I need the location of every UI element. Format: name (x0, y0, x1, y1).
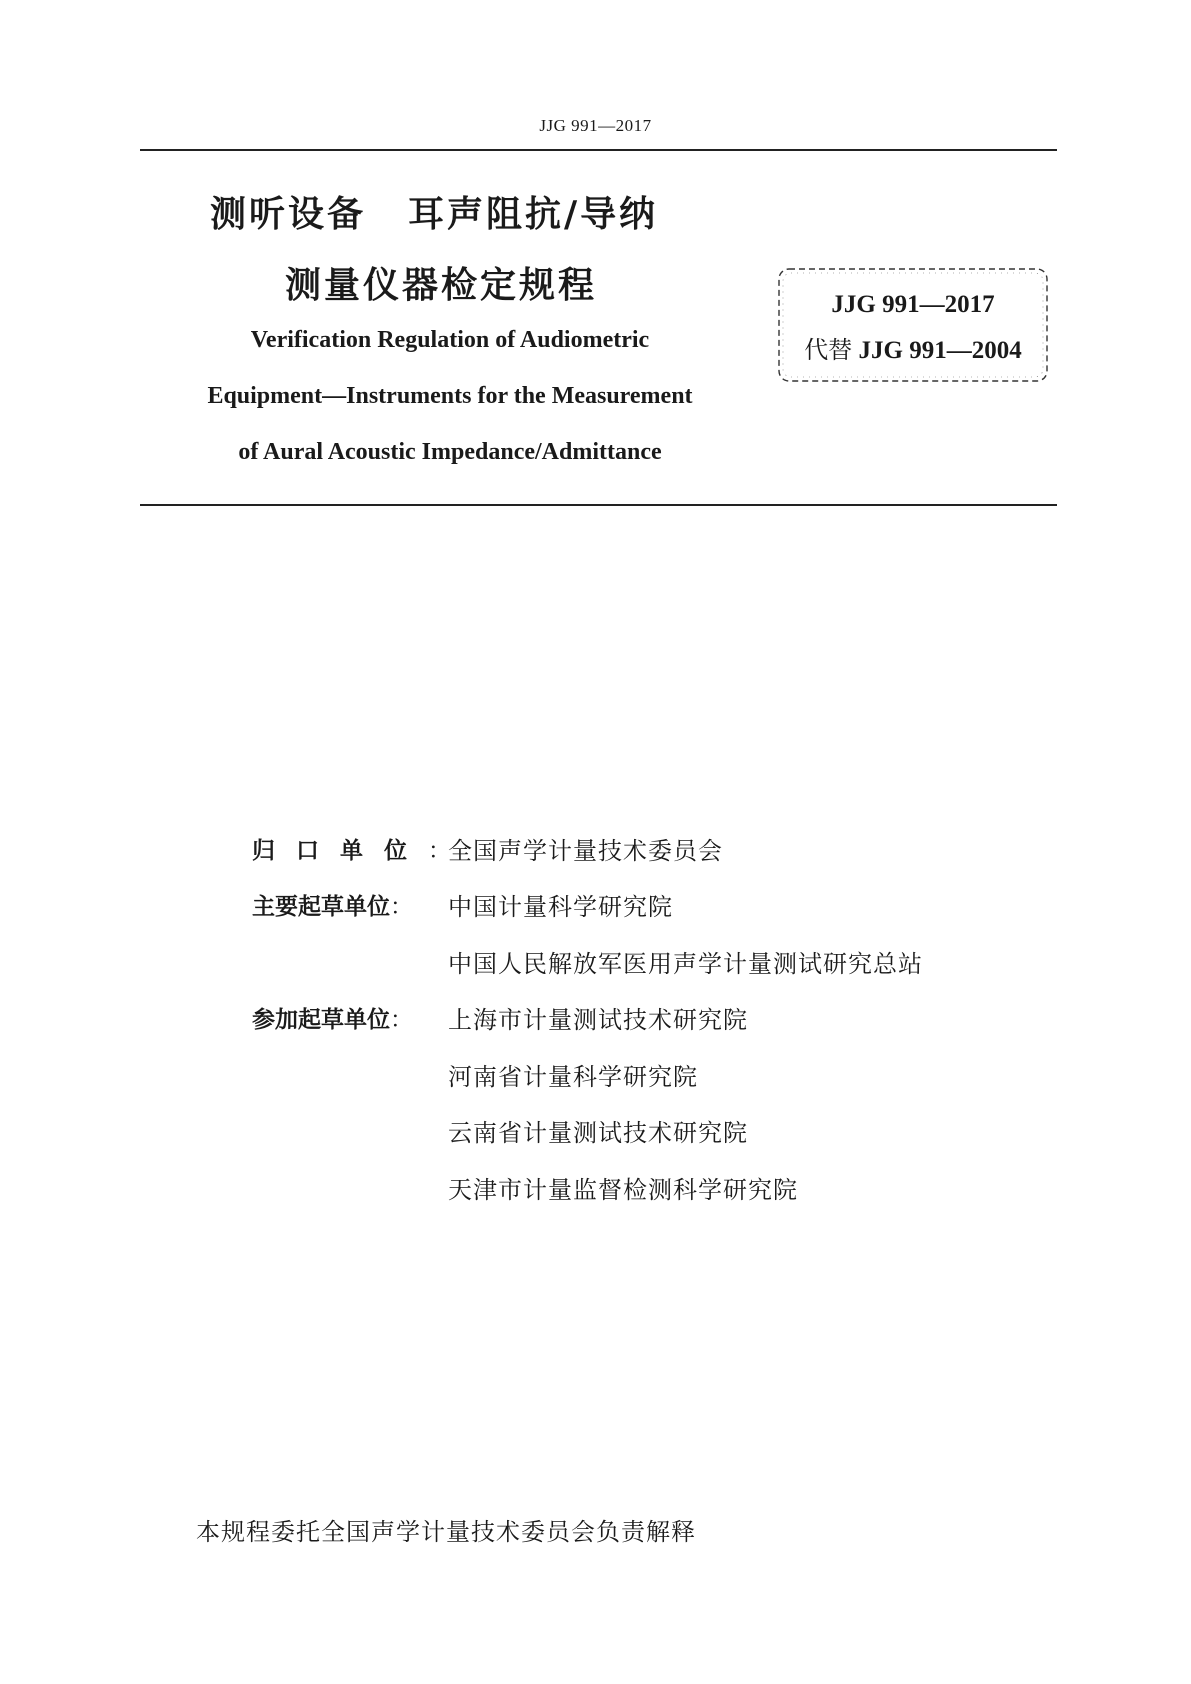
participating-drafting-unit: 上海市计量测试技术研究院 (448, 1006, 748, 1034)
participating-drafting-unit: 云南省计量测试技术研究院 (448, 1119, 748, 1147)
current-standard-code: JJG 991—2017 (831, 291, 995, 318)
label-char: 归 (252, 838, 275, 864)
responsible-unit-value: 全国声学计量技术委员会 (448, 837, 723, 865)
bottom-divider (140, 504, 1057, 506)
main-drafting-unit: 中国人民解放军医用声学计量测试研究总站 (448, 950, 923, 978)
label-char: 单 (340, 838, 363, 864)
main-drafting-label-text: 主要起草单位 (252, 894, 390, 920)
participating-drafting-label (252, 1001, 413, 1034)
interpretation-note: 本规程委托全国声学计量技术委员会负责解释 (196, 1518, 696, 1546)
chinese-title-part-2: 耳声阻抗/导纳 (408, 194, 659, 235)
ornamental-border (773, 263, 1053, 387)
top-divider (140, 149, 1057, 151)
label-colon: ： (428, 838, 451, 864)
label-char: 位 (384, 838, 407, 864)
chinese-title-line-1 (210, 186, 658, 237)
replaces-prefix: 代替 (804, 336, 853, 364)
english-title-line-1: Verification Regulation of Audiometric (250, 327, 650, 353)
label-colon: ： (390, 894, 413, 920)
label-colon: ： (390, 1007, 413, 1033)
english-title-line-3: of Aural Acoustic Impedance/Admittance (238, 439, 662, 465)
chinese-title-line-2: 测量仪器检定规程 (285, 265, 598, 306)
responsible-unit-label (252, 832, 451, 865)
standard-code-box (773, 263, 1053, 387)
participating-drafting-unit: 天津市计量监督检测科学研究院 (448, 1176, 798, 1204)
header-standard-code: JJG 991—2017 (539, 116, 652, 135)
chinese-title-part-1: 测听设备 (210, 194, 367, 235)
english-title-line-2: Equipment—Instruments for the Measurement (207, 383, 693, 409)
main-drafting-label (252, 888, 413, 921)
label-char: 口 (296, 838, 319, 864)
replaced-standard-code: JJG 991—2004 (858, 337, 1022, 364)
main-drafting-unit: 中国计量科学研究院 (448, 893, 673, 921)
participating-label-text: 参加起草单位 (252, 1007, 390, 1033)
participating-drafting-unit: 河南省计量科学研究院 (448, 1063, 698, 1091)
replaced-standard-line (773, 330, 1053, 365)
